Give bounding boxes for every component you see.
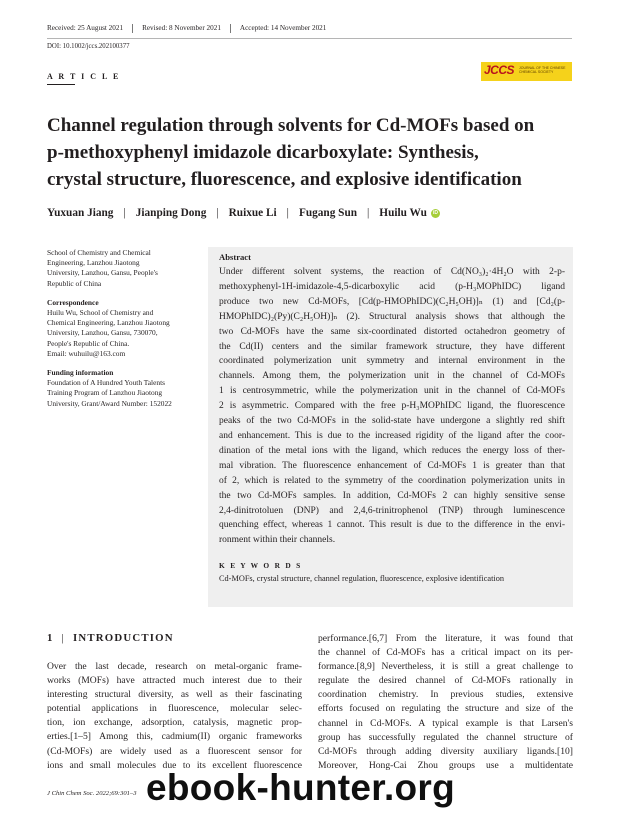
affiliation-line: Republic of China [47, 278, 102, 288]
keywords-text: Cd-MOFs, crystal structure, channel regulation, fluorescence, explosive identification [219, 574, 505, 584]
abstract-line: and enhancement. This is due to the increased rigidity of the ligand after the coor- [219, 430, 565, 441]
journal-logo-text: JCCS [484, 63, 515, 77]
correspondence [47, 298, 207, 359]
body-line: Over the last decade, research on metal-organic frame- [47, 661, 302, 672]
body-line: formance.[8,9] Nevertheless, it is still a great challenge to [318, 661, 573, 673]
watermark: ebook-hunter.org [146, 767, 456, 808]
author-name[interactable]: Fugang Sun [298, 207, 358, 219]
author-separator: | [286, 207, 289, 219]
correspondence-email[interactable]: Email: wuhuilu@163.com [47, 348, 126, 358]
article-title [47, 112, 577, 193]
author-separator: | [216, 207, 219, 219]
correspondence-line: Huilu Wu, School of Chemistry and [47, 308, 154, 318]
body-line: tion, ion exchange, adsorption, catalysis, magnetic prop- [47, 717, 302, 729]
abstract-line: mal vibration. The fluorescence enhancement of Cd-MOFs 1 is greater than that [219, 460, 565, 471]
abstract-line: 2 is asymmetric. Compared with the free p-H₃MOPhIDC ligand, the fluorescence [219, 401, 565, 412]
body-line: interesting structural diversity, as well as their fascinating [47, 689, 302, 701]
header-divider [47, 38, 572, 39]
body-line: Cd-MOFs through adding diversity auxiliary ligands.[10] [318, 745, 573, 757]
funding-information [47, 368, 207, 409]
revised-date: Revised: 8 November 2021 [132, 24, 230, 33]
author-separator: | [367, 207, 370, 219]
body-line: potential applications in fluorescence, molecular selec- [47, 703, 302, 715]
title-line-2: p-methoxyphenyl imidazole dicarboxylate: Synthesis, [47, 142, 479, 163]
body-column-right [318, 632, 573, 773]
body-line: channel in Cd-MOFs. A typical example is that Larsen's [318, 717, 573, 729]
section-title: INTRODUCTION [72, 632, 174, 644]
correspondence-line: University, Lanzhou, Gansu, 730070, [47, 328, 158, 338]
journal-logo-subtitle: JOURNAL OF THE CHINESE CHEMICAL SOCIETY [519, 66, 566, 74]
abstract-box [208, 247, 573, 607]
body-line: works (MOFs) have attracted much interest due to their [47, 675, 302, 687]
article-info-column [47, 248, 207, 418]
section-number: 1 [47, 632, 54, 644]
orcid-icon[interactable]: iD [432, 209, 438, 216]
author-name[interactable]: Yuxuan Jiang [47, 207, 114, 219]
journal-logo[interactable] [481, 62, 572, 81]
abstract-line: 1 is centrosymmetric, while the polymerization unit in the channel of Cd-MOFs [219, 386, 565, 397]
funding-line: Foundation of A Hundred Youth Talents [47, 378, 166, 388]
title-line-3: crystal structure, fluorescence, and explosive identification [47, 169, 522, 190]
correspondence-heading: Correspondence [47, 297, 99, 307]
abstract-line: coordinated polymerization unit symmetry and internal environment in the [219, 356, 565, 367]
body-line: regulate the desired channel of Cd-MOFs rationally in [318, 675, 573, 687]
keywords-heading: K E Y W O R D S [219, 561, 303, 571]
abstract-line: of 2, which is related to the symmetry of the coordination polymerization units in [219, 475, 565, 486]
body-column-left [47, 660, 302, 773]
abstract-line: Under different solvent systems, the reaction of Cd(NO₃)₂·4H₂O with 2-p- [219, 267, 565, 277]
page-footer-citation: J Chin Chem Soc. 2022;69:301–3 [47, 790, 137, 797]
body-line: the channel of Cd-MOFs has a critical impact on its per- [318, 647, 573, 659]
body-line: erties.[1–5] Among this, cadmium(II) organic frameworks [47, 731, 302, 743]
abstract-line: ronment within their channels. [219, 535, 336, 546]
author-name[interactable]: Ruixue Li [228, 207, 277, 219]
body-line: efforts focused on regulating the structure and size of the [318, 703, 573, 715]
article-dates [47, 24, 335, 33]
abstract-line: the two Cd-MOFs samples. In addition, Cd-MOFs 2 can highly sensitive sense [219, 490, 565, 501]
abstract-line: the Cd(II) centers and the similar framework structure, they have different [219, 341, 565, 352]
abstract-line: peaks of the two Cd-MOFs in the solid-state have undergone a slightly red shift [219, 416, 565, 427]
body-line: coordination chemistry. In previous studies, extensive [318, 689, 573, 701]
abstract-line: produce two new Cd-MOFs, [Cd(p-HMOPhIDC)(C₂H₅OH)]ₙ (1) and [Cd₂(p- [219, 296, 565, 307]
correspondence-line: Chemical Engineering, Lanzhou Jiaotong [47, 318, 170, 328]
abstract-line: methoxyphenyl-1H-imidazole-4,5-dicarboxylic acid (p-H₃MOPhIDC) ligand [219, 281, 565, 292]
abstract-line: dination of the metal ions with the ligand, which reduces the energy loss of ther- [219, 445, 565, 456]
heading-separator: | [61, 632, 65, 644]
affiliation [47, 248, 207, 289]
author-name[interactable]: Huilu Wu [379, 207, 427, 219]
correspondence-line: People's Republic of China. [47, 338, 130, 348]
abstract-heading: Abstract [219, 252, 251, 262]
affiliation-line: University, Lanzhou, Gansu, People's [47, 268, 158, 278]
funding-line: Training Program of Lanzhou Jiaotong [47, 388, 163, 398]
introduction-heading [47, 632, 174, 644]
body-line: performance.[6,7] From the literature, it was found that [318, 633, 573, 644]
abstract-line: two Cd-MOFs have the same six-coordinated distorted octahedron geometry of [219, 326, 565, 337]
affiliation-line: Engineering, Lanzhou Jiaotong [47, 258, 140, 268]
abstract-line: channels. Among them, the polymerization unit in the channel of Cd-MOFs [219, 371, 565, 382]
article-type-underline [47, 84, 75, 85]
title-line-1: Channel regulation through solvents for Cd-MOFs based on [47, 115, 535, 136]
body-line: ions and small molecules due to its excellent fluorescence [47, 759, 302, 771]
abstract-line: quenching effect, whereas 1 cannot. This result is due to the difference in the envi- [219, 520, 565, 531]
accepted-date: Accepted: 14 November 2021 [230, 24, 335, 33]
article-type-label: A R T I C L E [47, 72, 121, 81]
author-separator: | [123, 207, 126, 219]
body-line: (Cd-MOFs) are widely used as a fluorescent sensor for [47, 745, 302, 757]
abstract-line: HMOPhIDC)₂(Py)(C₂H₅OH)]ₙ (2). Structural analysis shows that although the [219, 311, 565, 322]
funding-line: University, Grant/Award Number: 152022 [47, 398, 172, 408]
body-line: Moreover, Hong-Cai Zhou groups use a multidentate [318, 759, 573, 771]
author-list [47, 207, 440, 219]
funding-heading: Funding information [47, 368, 114, 378]
received-date: Received: 25 August 2021 [47, 24, 124, 32]
abstract-line: 2,4-dinitrotoluen (DNP) and 2,4,6-trinitrophenol (TNP) through luminescence [219, 505, 565, 516]
author-name[interactable]: Jianping Dong [135, 207, 207, 219]
affiliation-line: School of Chemistry and Chemical [47, 248, 151, 257]
doi[interactable]: DOI: 10.1002/jccs.202100377 [47, 43, 130, 50]
body-line: group has successfully regulated the channel structure of [318, 731, 573, 743]
